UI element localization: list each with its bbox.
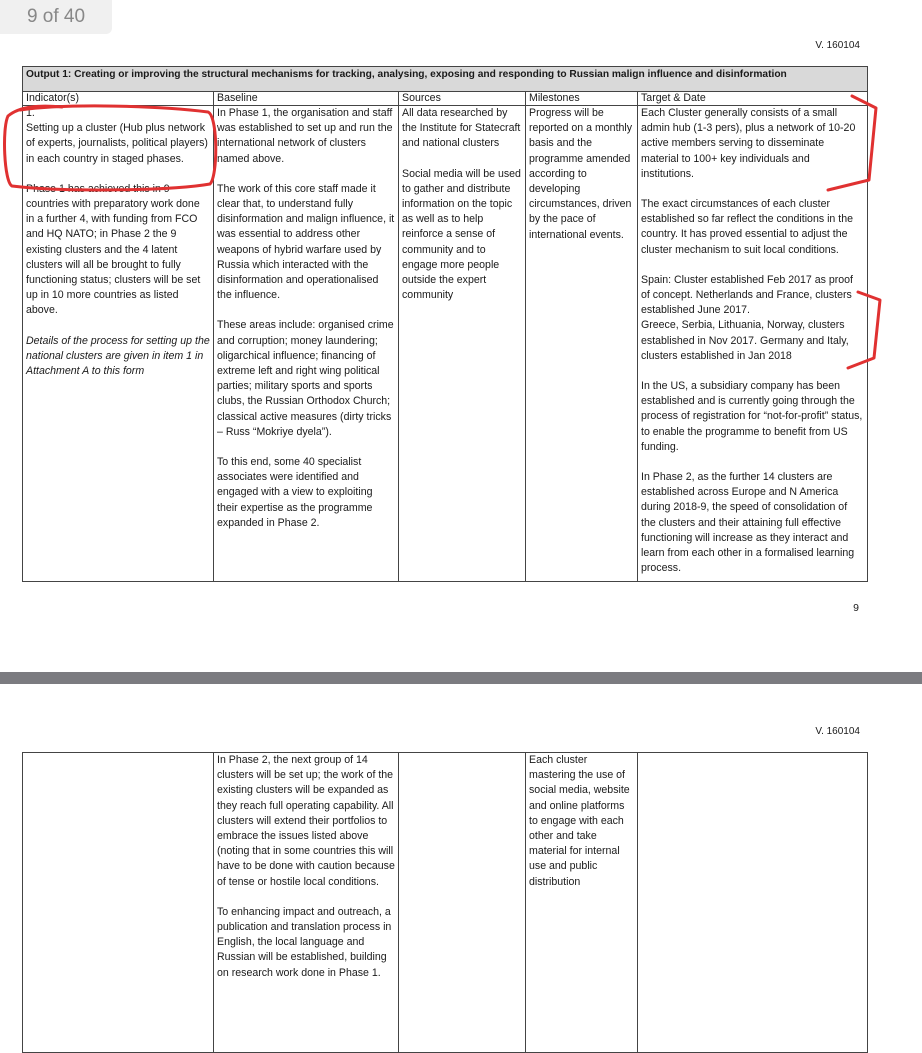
column-header: Target & Date bbox=[638, 92, 868, 106]
page-counter: 9 of 40 bbox=[0, 0, 112, 34]
page-number: 9 bbox=[853, 602, 859, 614]
output-table bbox=[22, 66, 868, 582]
version-label: V. 160104 bbox=[815, 40, 860, 51]
indicator-paragraph: 1. Setting up a cluster (Hub plus network of experts, journalists, political players) in each country in staged phases. bbox=[26, 107, 208, 165]
milestones-cell bbox=[526, 106, 638, 582]
milestones-cell bbox=[526, 753, 638, 1053]
baseline-cell bbox=[214, 106, 399, 582]
baseline-paragraph: These areas include: organised crime and corruption; money laundering; oligarchical influence; financing of extreme left and right wing political parties; military sports and sports clubs, the Russian Orthodox Church; classical active measures (dirty tricks – Russ “Mokriye dyela”). bbox=[217, 319, 394, 438]
indicator-note: Details of the process for setting up the national clusters are given in item 1 in Attachment A to this form bbox=[26, 334, 210, 378]
milestones-paragraph: Progress will be reported on a monthly basis and the programme amended according to developing circumstances, driven by the pace of international events. bbox=[529, 107, 633, 241]
column-header: Sources bbox=[399, 92, 526, 106]
sources-cell bbox=[399, 753, 526, 1053]
indicator-paragraph: Phase 1 has achieved this in 9 countries with preparatory work done in a further 4, with funding from FCO and HQ NATO; in Phase 2 the 9 existing clusters and the 4 latent clusters will all be brought to fully functioning status; clusters will be set up in 10 more countries as listed above. bbox=[26, 182, 201, 317]
baseline-paragraph: To this end, some 40 specialist associates were identified and engaged with a view to exploiting their expertise as the programme expanded in Phase 2. bbox=[217, 456, 373, 529]
sources-paragraph: Social media will be used to gather and distribute information on the topic as well as to help reinforce a sense of community and to engage more people outside the expert community bbox=[402, 167, 521, 302]
sources-paragraph: All data researched by the Institute for Statecraft and national clusters bbox=[402, 107, 521, 150]
target-paragraph: The exact circumstances of each cluster established so far reflect the conditions in the country. It has proved essential to adjust the cluster mechanism to suit local conditions. bbox=[641, 198, 853, 256]
sources-cell bbox=[399, 106, 526, 582]
baseline-paragraph: In Phase 1, the organisation and staff was established to set up and run the international network of clusters named above. bbox=[217, 107, 393, 165]
baseline-cell bbox=[214, 753, 399, 1053]
baseline-paragraph: In Phase 2, the next group of 14 clusters will be set up; the work of the existing clusters will be expanded as they reach full operating capability. All clusters will extend their portfolios to embrace the issues listed above (noting that in some countries this will have to be done with caution because of tense or hostile local conditions. bbox=[217, 754, 395, 888]
target-paragraph: In Phase 2, as the further 14 clusters are established across Europe and N America during 2018-9, the speed of consolidation of the clusters and their attaining full effective functioning will increase as they interact and learn from each other in a formalised learning process. bbox=[641, 471, 855, 575]
column-header: Indicator(s) bbox=[23, 92, 214, 106]
column-header: Baseline bbox=[214, 92, 399, 106]
continuation-table bbox=[22, 752, 868, 1053]
indicator-cell bbox=[23, 106, 214, 582]
target-paragraph: In the US, a subsidiary company has been established and is currently going through the process of registration for “not-for-profit” status, to enable the programme to benefit from US funding. bbox=[641, 380, 863, 453]
baseline-paragraph: The work of this core staff made it clear that, to understand fully disinformation and malign influence, it was essential to address other weapons of hybrid warfare used by Russia which interacted with the disinformation and operationalised the influence. bbox=[217, 182, 395, 302]
milestones-paragraph: Each cluster mastering the use of social media, website and online platforms to engage with each other and take material for internal use and public distribution bbox=[529, 754, 630, 888]
target-cell bbox=[638, 753, 868, 1053]
page-divider bbox=[0, 672, 922, 684]
output-header: Output 1: Creating or improving the structural mechanisms for tracking, analysing, exposing and responding to Russian malign influence and disinformation bbox=[23, 67, 868, 92]
target-paragraph: Spain: Cluster established Feb 2017 as proof of concept. Netherlands and France, clusters established June 2017. Greece, Serbia, Lithuania, Norway, clusters established in Nov 2017. Germany and Italy, clusters established in Jan 2018 bbox=[641, 273, 854, 362]
baseline-paragraph: To enhancing impact and outreach, a publication and translation process in English, the local language and Russian will be established, building on research work done in Phase 1. bbox=[217, 905, 392, 979]
column-header: Milestones bbox=[526, 92, 638, 106]
target-cell bbox=[638, 106, 868, 582]
version-label: V. 160104 bbox=[815, 726, 860, 737]
indicator-cell bbox=[23, 753, 214, 1053]
target-paragraph: Each Cluster generally consists of a small admin hub (1-3 pers), plus a network of 10-20 active members serving to disseminate material to 100+ key individuals and institutions. bbox=[641, 107, 856, 180]
